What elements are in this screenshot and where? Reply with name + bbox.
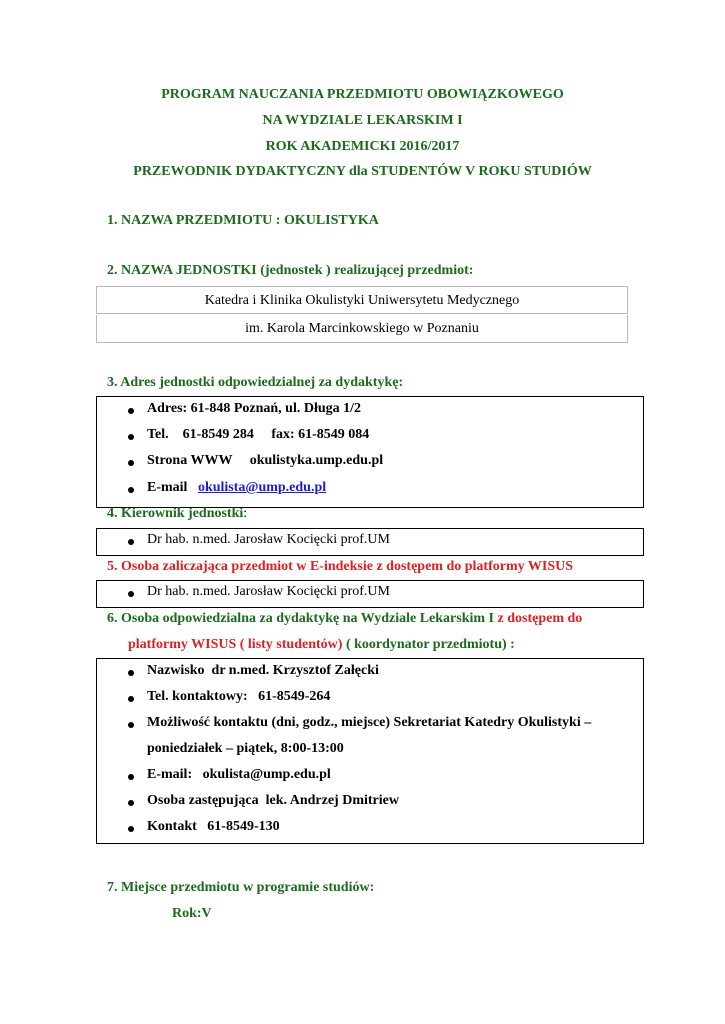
deputy-contact: Kontakt 61-8549-130 xyxy=(147,819,280,834)
unit-name-text-2: im. Karola Marcinkowskiego w Poznaniu xyxy=(245,321,479,336)
section-4-colon: : xyxy=(243,506,248,521)
section-5-title: 5. Osoba zaliczająca przedmiot w E-indeksie z dostępem do platformy WISUS xyxy=(107,559,573,574)
section-4-title xyxy=(107,506,247,522)
coordinator-phone: Tel. kontaktowy: 61-8549-264 xyxy=(147,689,331,704)
section-6-title-part-b: z dostępem do xyxy=(494,611,583,626)
website-text: Strona WWW okulistyka.ump.edu.pl xyxy=(147,453,384,468)
unit-name-text-1: Katedra i Klinika Okulistyki Uniwersytetu Medycznego xyxy=(204,293,520,308)
email-link[interactable]: okulista@ump.edu.pl xyxy=(197,480,327,495)
bullet-icon xyxy=(128,826,134,832)
bullet-icon xyxy=(128,434,134,440)
bullet-icon xyxy=(128,408,134,414)
phone-fax-text: Tel. 61-8549 284 fax: 61-8549 084 xyxy=(147,427,370,442)
section-6-title-line-1 xyxy=(107,611,582,627)
section-7-title: 7. Miejsce przedmiotu w programie studiów: xyxy=(107,880,375,895)
unit-name-row-1 xyxy=(96,286,628,314)
head-of-unit-name: Dr hab. n.med. Jarosław Kocięcki prof.UM xyxy=(147,532,390,547)
address-text: Adres: 61-848 Poznań, ul. Długa 1/2 xyxy=(147,401,362,416)
deputy-person: Osoba zastępująca lek. Andrzej Dmitriew xyxy=(147,793,399,808)
unit-name-row-2 xyxy=(96,315,628,343)
contact-hours-line-2: poniedziałek – piątek, 8:00-13:00 xyxy=(147,741,344,756)
section-2-title: 2. NAZWA JEDNOSTKI (jednostek ) realizującej przedmiot: xyxy=(107,263,474,278)
bullet-icon xyxy=(128,670,134,676)
section-3-title: 3. Adres jednostki odpowiedzialnej za dydaktykę: xyxy=(107,375,404,390)
section-6-title-part-d: ( koordynator przedmiotu) : xyxy=(342,637,515,652)
study-year: Rok:V xyxy=(172,906,212,921)
bullet-icon xyxy=(128,591,134,597)
bullet-icon xyxy=(128,539,134,545)
grading-person-name: Dr hab. n.med. Jarosław Kocięcki prof.UM xyxy=(147,584,390,599)
section-6-title-line-2 xyxy=(128,637,515,653)
contact-hours-line-1: Możliwość kontaktu (dni, godz., miejsce) Sekretariat Katedry Okulistyki – xyxy=(147,715,592,730)
email-line xyxy=(147,480,326,496)
section-1-title: 1. NAZWA PRZEDMIOTU : OKULISTYKA xyxy=(107,213,379,228)
coordinator-email: E-mail: okulista@ump.edu.pl xyxy=(147,767,331,782)
doc-title-line-1: PROGRAM NAUCZANIA PRZEDMIOTU OBOWIĄZKOWEGO xyxy=(161,87,564,102)
section-4-label: 4. Kierownik jednostki xyxy=(107,506,244,521)
bullet-icon xyxy=(128,487,134,493)
coordinator-name: Nazwisko dr n.med. Krzysztof Załęcki xyxy=(147,663,379,678)
doc-title-line-4: PRZEWODNIK DYDAKTYCZNY dla STUDENTÓW V ROKU STUDIÓW xyxy=(133,164,592,179)
bullet-icon xyxy=(128,774,134,780)
section-6-title-part-a: 6. Osoba odpowiedzialna za dydaktykę na Wydziale Lekarskim I xyxy=(107,611,495,626)
section-6-title-part-c: platformy WISUS ( listy studentów) xyxy=(128,637,343,652)
bullet-icon xyxy=(128,460,134,466)
bullet-icon xyxy=(128,722,134,728)
doc-title-line-2: NA WYDZIALE LEKARSKIM I xyxy=(262,113,463,128)
email-label: E-mail xyxy=(147,480,188,495)
doc-title-line-3: ROK AKADEMICKI 2016/2017 xyxy=(265,139,460,154)
bullet-icon xyxy=(128,696,134,702)
bullet-icon xyxy=(128,800,134,806)
